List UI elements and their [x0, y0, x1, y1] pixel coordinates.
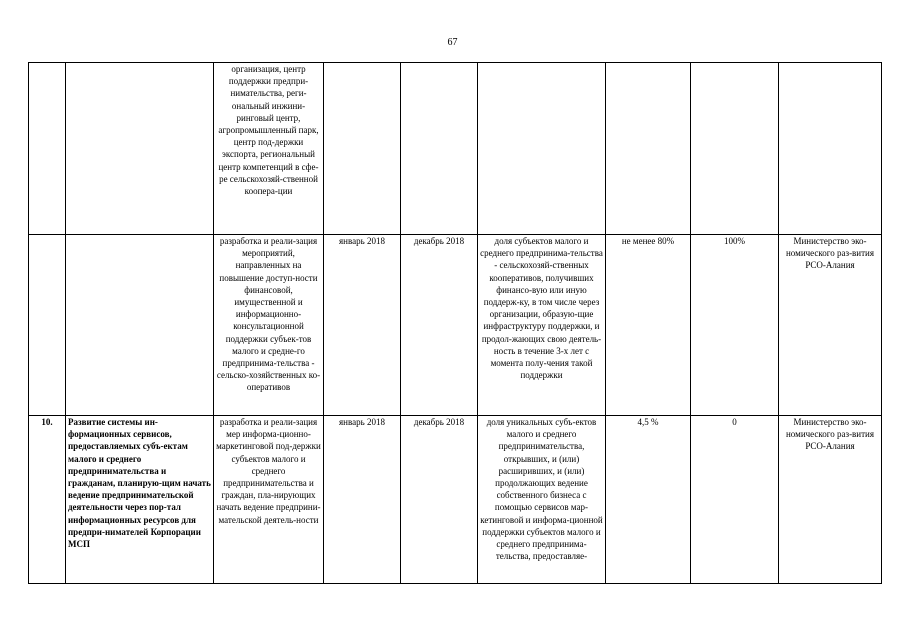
measure-name	[66, 63, 214, 235]
table-row	[29, 63, 882, 235]
actual-value: 100%	[691, 235, 779, 416]
row-number: 10.	[29, 416, 66, 584]
end-date: декабрь 2018	[401, 416, 478, 584]
start-date: январь 2018	[324, 235, 401, 416]
executor: Министерство эко-номического раз-вития РСО-Алания	[779, 416, 882, 584]
indicator-description	[478, 63, 606, 235]
measure-name: Развитие системы ин-формационных сервисов, предоставляемых субъ-ектам малого и среднего предпринимательства и гражданам, планирую-щим начать ведение предпринимательской деятельности через пор-тал информационных ресурсов для предпри-нимателей Корпорации МСП	[66, 416, 214, 584]
actual-value: 0	[691, 416, 779, 584]
executor: Министерство эко-номического раз-вития РСО-Алания	[779, 235, 882, 416]
end-date	[401, 63, 478, 235]
indicator-description: доля уникальных субъ-ектов малого и среднего предпринимательства, открывших, и (или) расширивших, и (или) продолжающих ведение собственного бизнеса с помощью сервисов мар-кетинговой и информа-ционной поддержки субъектов малого и среднего предпринима-тельства, предоставляе-	[478, 416, 606, 584]
executor	[779, 63, 882, 235]
page-number: 67	[447, 37, 458, 48]
start-date: январь 2018	[324, 416, 401, 584]
report-table	[28, 62, 882, 584]
target-value: 4,5 %	[606, 416, 691, 584]
target-value	[606, 63, 691, 235]
actual-value	[691, 63, 779, 235]
table-row	[29, 416, 882, 584]
row-number	[29, 63, 66, 235]
row-number	[29, 235, 66, 416]
measure-name	[66, 235, 214, 416]
action-description: разработка и реали-зация мероприятий, направленных на повышение доступ-ности финансовой, имущественной и информационно-консультационной поддержки субъек-тов малого и средне-го предпринима-тельства - сельско-хозяйственных ко-оперативов	[214, 235, 324, 416]
indicator-description: доля субъектов малого и среднего предпринима-тельства - сельскохозяй-ственных кооперативов, получивших финансо-вую или иную поддерж-ку, в том числе через организации, образую-щие инфраструктуру поддержки, и продол-жающих свою деятель-ность в течение 3-х лет с момента полу-чения такой поддержки	[478, 235, 606, 416]
action-description: организация, центр поддержки предпри-нимательства, реги-ональный инжини-ринговый центр, агропромышленный парк, центр под-держки экспорта, региональный центр компетенций в сфе-ре сельскохозяй-ственной коопера-ции	[214, 63, 324, 235]
table-row	[29, 235, 882, 416]
action-description: разработка и реали-зация мер информа-ционно-маркетинговой под-держки субъектов малого и среднего предпринимательства и граждан, пла-нирующих начать ведение предприни-мательской деятель-ности	[214, 416, 324, 584]
end-date: декабрь 2018	[401, 235, 478, 416]
start-date	[324, 63, 401, 235]
target-value: не менее 80%	[606, 235, 691, 416]
